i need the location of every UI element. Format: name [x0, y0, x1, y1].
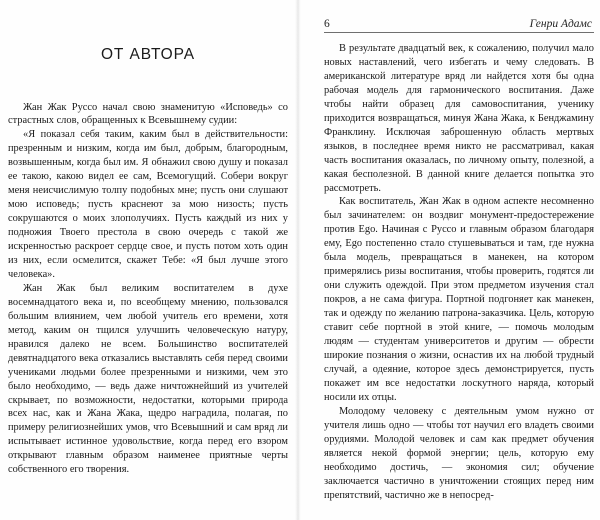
paragraph: В результате двадцатый век, к сожалению, получил мало новых наставлений, чего избегать и чему следовать. В американской литературе вряд ли найдется хотя бы одна рабочая модель для гармонического воспитания. Даже чтобы найти образец для самовоспитания, ученику приходится возвращаться, минуя Жана Жака, к Бенджамину Франклину. Исключая заброшенную область мертвых языков, в последнее время никто не рассматривал, какая часть воспитания оказалась, по личному опыту, полезной, а какая бесполезной. В данной книге делается попытка это рассмотреть. — [324, 43, 594, 194]
page-number: 6 — [324, 18, 330, 30]
paragraph: «Я показал себя таким, каким был в действительности: презренным и низким, когда им был, добрым, благородным, возвышенным, когда был им. Я обнажил свою душу и показал ее такою, какою видел ее сам, Всемогущий. Собери вокруг меня неисчислимую толпу подобных мне; пусть они слушают мою исповедь; пусть краснеют за мою низость; пусть сокрушаются о моих злополучиях. Пусть каждый из них у подножия Твоего престола в свою очередь с такой же искренностью раскроет сердце свое, и пусть потом хоть один из них, если осмелится, скажет Тебе: «Я был лучше этого человека». — [8, 129, 288, 280]
right-page — [296, 0, 600, 520]
paragraph: Жан Жак Руссо начал свою знаменитую «Исповедь» со страстных слов, обращенных к Всевышнему судии: — [8, 101, 288, 127]
paragraph: Жан Жак был великим воспитателем в духе восемнадцатого века и, по всеобщему мнению, пользовался большим влиянием, чем любой учитель его времени, хотя метод, каким он тщился улучшить человеческую натуру, нравился далеко не всем. Большинство воспитателей девятнадцатого века отказались выставлять себя перед своими учениками людьми более презренными и низкими, чем это было необходимо, — ведь даже ничтожнейший из учителей скрывает, по возможности, недостатки, которыми природа всех нас, как и Жана Жака, щедро наградила, полагая, по примеру религиознейших умов, что Всевышний и сам вряд ли испытывает истинное удовольствие, когда перед его взором открывают главным образом наименее приятные черты собственного его творения. — [8, 282, 288, 476]
running-head-author: Генри Адамс — [529, 18, 592, 30]
right-page-body — [324, 42, 594, 502]
left-page-body — [8, 101, 288, 478]
left-page — [0, 0, 296, 520]
chapter-title: ОТ АВТОРА — [100, 46, 196, 63]
paragraph: Молодому человеку с деятельным умом нужно от учителя лишь одно — чтобы тот научил его владеть своими орудиями. Молодой человек и сам как предмет обучения является некой формой энергии; цель, которую ему необходимо достичь, — экономия сил; обучение заключается частично в уничтожении стоящих перед ним препятствий, частично же в непосред- — [324, 405, 594, 501]
running-head — [324, 0, 594, 33]
paragraph: Как воспитатель, Жан Жак в одном аспекте несомненно был зачинателем: он воздвиг монумент-предостережение против Ego. Начиная с Руссо и главным образом благодаря ему, Ego постепенно стало стушевываться и там, где нужна была модель, превращаться в манекен, на котором примерялись ризы воспитания, чтобы проверить, годятся ли они служить одеждой. При этом предметом изучения стал покров, а не сама фигура. Портной подгоняет как манекен, так и одежду по желанию патрона-заказчика. Цель, которую ставит себе портной в этой книге, — помочь молодым людям — студентам университетов и другим — обрести широкие познания о жизни, оснастив их на любой трудный случай, а одеяние, которое здесь демонстрируется, пусть покажет им все недостатки лоскутного наряда, который носили их отцы. — [324, 196, 594, 403]
